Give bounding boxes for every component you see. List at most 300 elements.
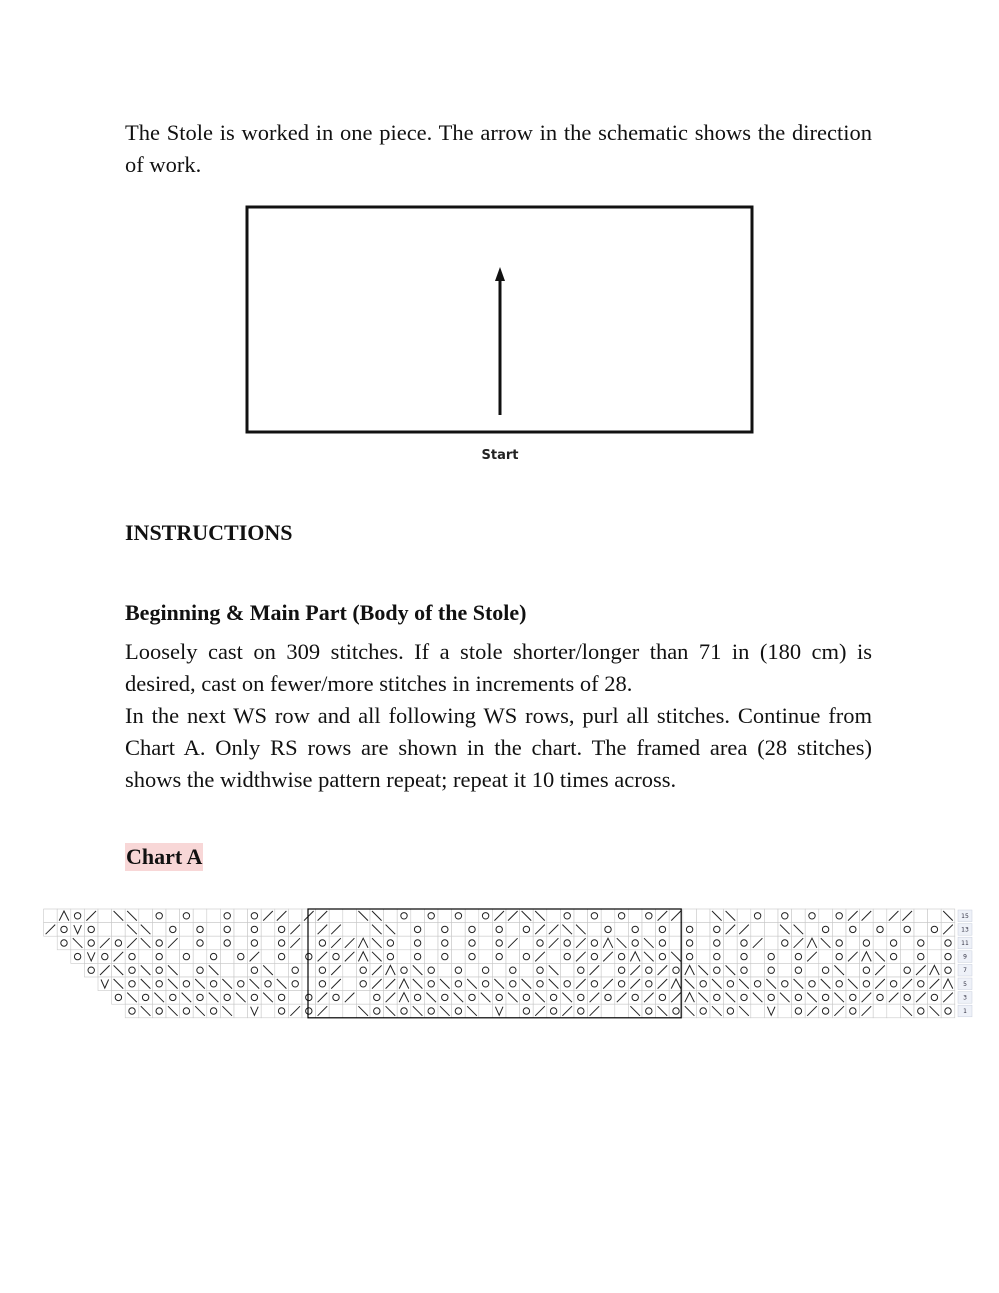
chart-cell bbox=[805, 963, 819, 977]
chart-cell bbox=[193, 909, 207, 923]
chart-cell bbox=[778, 909, 792, 923]
chart-cell bbox=[288, 950, 302, 964]
chart-cell bbox=[887, 936, 901, 950]
chart-cell bbox=[737, 909, 751, 923]
chart-cell bbox=[329, 909, 343, 923]
chart-cell bbox=[628, 909, 642, 923]
chart-cell bbox=[520, 950, 534, 964]
chart-cell bbox=[764, 950, 778, 964]
chart-cell bbox=[356, 963, 370, 977]
chart-cell bbox=[207, 950, 221, 964]
chart-cell bbox=[166, 991, 180, 1005]
chart-cell bbox=[356, 991, 370, 1005]
chart-cell bbox=[819, 963, 833, 977]
chart-cell bbox=[139, 991, 153, 1005]
chart-cell bbox=[343, 977, 357, 991]
chart-cell bbox=[792, 991, 806, 1005]
chart-cell bbox=[207, 1004, 221, 1018]
chart-cell bbox=[900, 950, 914, 964]
chart-cell bbox=[914, 936, 928, 950]
chart-cell bbox=[411, 991, 425, 1005]
chart-cell bbox=[588, 977, 602, 991]
chart-cell bbox=[275, 950, 289, 964]
chart-cell bbox=[928, 950, 942, 964]
chart-cell bbox=[520, 991, 534, 1005]
chart-cell bbox=[220, 950, 234, 964]
chart-cell bbox=[180, 977, 194, 991]
chart-cell bbox=[71, 909, 85, 923]
chart-cell bbox=[356, 977, 370, 991]
chart-cell bbox=[125, 1004, 139, 1018]
chart-cell bbox=[479, 909, 493, 923]
chart-cell bbox=[465, 991, 479, 1005]
chart-cell bbox=[764, 936, 778, 950]
row-number: 15 bbox=[961, 912, 969, 920]
chart-row bbox=[98, 977, 955, 991]
chart-cell bbox=[601, 991, 615, 1005]
chart-cell bbox=[887, 963, 901, 977]
chart-cell bbox=[438, 950, 452, 964]
chart-cell bbox=[615, 977, 629, 991]
chart-cell bbox=[601, 923, 615, 937]
chart-cell bbox=[520, 936, 534, 950]
chart-cell bbox=[710, 923, 724, 937]
chart-cell bbox=[628, 923, 642, 937]
chart-cell bbox=[887, 977, 901, 991]
chart-cell bbox=[275, 936, 289, 950]
chart-cell bbox=[560, 950, 574, 964]
chart-cell bbox=[424, 963, 438, 977]
chart-cell bbox=[98, 950, 112, 964]
chart-cell bbox=[710, 936, 724, 950]
chart-cell bbox=[615, 923, 629, 937]
chart-cell bbox=[560, 909, 574, 923]
chart-cell bbox=[724, 977, 738, 991]
chart-cell bbox=[492, 923, 506, 937]
chart-cell bbox=[234, 936, 248, 950]
chart-row bbox=[44, 909, 955, 923]
chart-cell bbox=[547, 991, 561, 1005]
chart-cell bbox=[941, 936, 955, 950]
chart-cell bbox=[234, 923, 248, 937]
chart-cell bbox=[125, 963, 139, 977]
chart-cell bbox=[860, 936, 874, 950]
chart-cell bbox=[438, 909, 452, 923]
chart-cell bbox=[724, 950, 738, 964]
chart-cell bbox=[452, 936, 466, 950]
row-number: 3 bbox=[963, 994, 967, 1002]
chart-cell bbox=[248, 991, 262, 1005]
chart-cell bbox=[384, 950, 398, 964]
chart-cell bbox=[302, 950, 316, 964]
chart-cell bbox=[166, 909, 180, 923]
chart-cell bbox=[710, 991, 724, 1005]
chart-cell bbox=[764, 991, 778, 1005]
chart-cell bbox=[560, 963, 574, 977]
chart-cell bbox=[547, 1004, 561, 1018]
ws-rows-paragraph: In the next WS row and all following WS rows, purl all stitches. Continue from Chart A. Only RS rows are shown in the chart. The framed area (28 stitches) shows the widthwise pattern repeat; repeat it 10 times across. bbox=[125, 703, 872, 792]
chart-cell bbox=[628, 936, 642, 950]
chart-cell bbox=[343, 909, 357, 923]
chart-cell bbox=[683, 950, 697, 964]
chart-cell bbox=[343, 923, 357, 937]
chart-cell bbox=[492, 950, 506, 964]
chart-cell bbox=[479, 936, 493, 950]
chart-cell bbox=[928, 909, 942, 923]
chart-cell bbox=[873, 991, 887, 1005]
chart-cell bbox=[574, 1004, 588, 1018]
chart-cell bbox=[411, 923, 425, 937]
chart-cell bbox=[220, 936, 234, 950]
chart-cell bbox=[506, 963, 520, 977]
chart-cell bbox=[288, 977, 302, 991]
intro-paragraph: The Stole is worked in one piece. The arrow in the schematic shows the direction of work. bbox=[125, 120, 872, 177]
chart-cell bbox=[302, 963, 316, 977]
chart-cell bbox=[819, 923, 833, 937]
chart-cell bbox=[860, 977, 874, 991]
chart-cell bbox=[370, 991, 384, 1005]
chart-cell bbox=[248, 909, 262, 923]
chart-cell bbox=[152, 936, 166, 950]
chart-cell bbox=[533, 977, 547, 991]
chart-cell bbox=[846, 963, 860, 977]
chart-cell bbox=[737, 950, 751, 964]
chart-cell bbox=[397, 1004, 411, 1018]
chart-cell bbox=[465, 963, 479, 977]
chart-cell bbox=[424, 909, 438, 923]
chart-cell bbox=[193, 950, 207, 964]
chart-row bbox=[57, 936, 955, 950]
chart-cell bbox=[751, 923, 765, 937]
chart-cell bbox=[207, 923, 221, 937]
chart-cell bbox=[139, 950, 153, 964]
chart-cell bbox=[846, 923, 860, 937]
chart-cell bbox=[152, 977, 166, 991]
chart-cell bbox=[180, 963, 194, 977]
chart-cell bbox=[656, 923, 670, 937]
chart-cell bbox=[479, 923, 493, 937]
chart-cell bbox=[941, 950, 955, 964]
chart-cell bbox=[479, 977, 493, 991]
chart-cell bbox=[601, 1004, 615, 1018]
chart-cell bbox=[914, 977, 928, 991]
chart-cell bbox=[112, 991, 126, 1005]
chart-cell bbox=[724, 1004, 738, 1018]
chart-cell bbox=[261, 923, 275, 937]
chart-cell bbox=[193, 923, 207, 937]
chart-cell bbox=[778, 1004, 792, 1018]
chart-cell bbox=[873, 936, 887, 950]
chart-cell bbox=[329, 991, 343, 1005]
chart-cell bbox=[520, 963, 534, 977]
chart-cell bbox=[465, 909, 479, 923]
chart-cell bbox=[193, 991, 207, 1005]
chart-cell bbox=[588, 936, 602, 950]
chart-cell bbox=[792, 963, 806, 977]
chart-cell bbox=[737, 936, 751, 950]
chart-cell bbox=[207, 936, 221, 950]
chart-cell bbox=[615, 1004, 629, 1018]
chart-cell bbox=[506, 950, 520, 964]
chart-cell bbox=[316, 936, 330, 950]
chart-cell bbox=[533, 936, 547, 950]
chart-cell bbox=[656, 950, 670, 964]
chart-cell bbox=[778, 936, 792, 950]
chart-cell bbox=[438, 936, 452, 950]
chart-cell bbox=[900, 923, 914, 937]
chart-cell bbox=[832, 950, 846, 964]
chart-cell bbox=[125, 950, 139, 964]
chart-cell bbox=[873, 909, 887, 923]
chart-cell bbox=[928, 991, 942, 1005]
chart-cell bbox=[356, 923, 370, 937]
chart-cell bbox=[452, 963, 466, 977]
chart-cell bbox=[424, 923, 438, 937]
chart-cell bbox=[642, 909, 656, 923]
chart-cell bbox=[887, 1004, 901, 1018]
chart-row bbox=[71, 950, 955, 964]
chart-cell bbox=[832, 909, 846, 923]
chart-cell bbox=[778, 950, 792, 964]
chart-cell bbox=[125, 977, 139, 991]
section-heading: Beginning & Main Part (Body of the Stole) bbox=[125, 600, 527, 625]
chart-cell bbox=[860, 923, 874, 937]
chart-cell bbox=[914, 950, 928, 964]
chart-cell bbox=[846, 1004, 860, 1018]
chart-cell bbox=[574, 909, 588, 923]
start-label: Start bbox=[481, 448, 519, 463]
chart-cell bbox=[751, 963, 765, 977]
row-number: 5 bbox=[963, 980, 967, 988]
chart-cell bbox=[98, 923, 112, 937]
chart-cell bbox=[683, 936, 697, 950]
chart-cell bbox=[574, 991, 588, 1005]
chart-cell bbox=[805, 923, 819, 937]
chart-cell bbox=[329, 1004, 343, 1018]
chart-cell bbox=[547, 909, 561, 923]
chart-cell bbox=[302, 923, 316, 937]
chart-cell bbox=[819, 991, 833, 1005]
chart-cell bbox=[152, 1004, 166, 1018]
chart-cell bbox=[819, 909, 833, 923]
chart-cell bbox=[601, 909, 615, 923]
chart-row bbox=[84, 963, 954, 977]
chart-cell bbox=[724, 936, 738, 950]
chart-cell bbox=[166, 923, 180, 937]
stole-schematic bbox=[245, 205, 755, 467]
chart-cell bbox=[112, 923, 126, 937]
chart-cell bbox=[479, 950, 493, 964]
chart-a-heading: Chart A bbox=[126, 844, 203, 869]
chart-cell bbox=[737, 991, 751, 1005]
chart-cell bbox=[832, 923, 846, 937]
chart-cell bbox=[615, 909, 629, 923]
chart-cell bbox=[261, 1004, 275, 1018]
row-number: 7 bbox=[963, 967, 967, 975]
chart-cell bbox=[180, 1004, 194, 1018]
chart-cell bbox=[220, 963, 234, 977]
row-number: 13 bbox=[961, 926, 969, 934]
chart-cell bbox=[941, 1004, 955, 1018]
chart-cell bbox=[751, 977, 765, 991]
chart-cell bbox=[683, 909, 697, 923]
chart-cell bbox=[411, 950, 425, 964]
chart-cell bbox=[615, 963, 629, 977]
chart-cell bbox=[288, 991, 302, 1005]
chart-cell bbox=[764, 923, 778, 937]
chart-row bbox=[125, 1004, 955, 1018]
chart-cell bbox=[316, 977, 330, 991]
chart-cell bbox=[288, 909, 302, 923]
chart-cell bbox=[506, 977, 520, 991]
chart-cell bbox=[914, 923, 928, 937]
chart-cell bbox=[261, 950, 275, 964]
chart-cell bbox=[479, 1004, 493, 1018]
row-number: 11 bbox=[961, 940, 969, 947]
chart-cell bbox=[696, 977, 710, 991]
chart-cell bbox=[139, 909, 153, 923]
chart-cell bbox=[792, 909, 806, 923]
chart-cell bbox=[656, 991, 670, 1005]
chart-cell bbox=[57, 923, 71, 937]
chart-cell bbox=[696, 936, 710, 950]
chart-cell bbox=[234, 909, 248, 923]
chart-cell bbox=[193, 963, 207, 977]
chart-cell bbox=[397, 950, 411, 964]
chart-cell bbox=[452, 977, 466, 991]
chart-cell bbox=[601, 963, 615, 977]
chart-cell bbox=[193, 936, 207, 950]
chart-cell bbox=[574, 963, 588, 977]
chart-cell bbox=[438, 963, 452, 977]
chart-cell bbox=[234, 977, 248, 991]
chart-cell bbox=[642, 923, 656, 937]
chart-cell bbox=[98, 909, 112, 923]
chart-cell bbox=[248, 923, 262, 937]
chart-cell bbox=[424, 950, 438, 964]
chart-cell bbox=[275, 923, 289, 937]
chart-cell bbox=[465, 936, 479, 950]
chart-cell bbox=[329, 950, 343, 964]
chart-cell bbox=[180, 909, 194, 923]
chart-cell bbox=[588, 909, 602, 923]
chart-cell bbox=[900, 991, 914, 1005]
chart-cell bbox=[792, 950, 806, 964]
chart-cell bbox=[588, 950, 602, 964]
chart-cell bbox=[84, 963, 98, 977]
chart-cell bbox=[452, 923, 466, 937]
chart-cell bbox=[343, 963, 357, 977]
chart-cell bbox=[397, 963, 411, 977]
chart-cell bbox=[819, 1004, 833, 1018]
chart-cell bbox=[316, 963, 330, 977]
chart-cell bbox=[751, 1004, 765, 1018]
chart-cell bbox=[506, 1004, 520, 1018]
chart-cell bbox=[397, 909, 411, 923]
chart-cell bbox=[180, 950, 194, 964]
chart-cell bbox=[492, 936, 506, 950]
chart-row bbox=[44, 923, 955, 937]
chart-cell bbox=[560, 977, 574, 991]
chart-cell bbox=[642, 1004, 656, 1018]
chart-cell bbox=[792, 1004, 806, 1018]
chart-cell bbox=[846, 991, 860, 1005]
chart-cell bbox=[928, 936, 942, 950]
chart-cell bbox=[492, 991, 506, 1005]
chart-cell bbox=[275, 1004, 289, 1018]
chart-cell bbox=[533, 963, 547, 977]
chart-cell bbox=[438, 923, 452, 937]
chart-cell bbox=[152, 950, 166, 964]
chart-cell bbox=[506, 923, 520, 937]
cast-on-paragraph: Loosely cast on 309 stitches. If a stole shorter/longer than 71 in (180 cm) is desired, cast on fewer/more stitches in increments of 28. bbox=[125, 639, 872, 696]
row-number: 9 bbox=[963, 953, 967, 961]
chart-cell bbox=[411, 936, 425, 950]
chart-cell bbox=[805, 977, 819, 991]
chart-cell bbox=[696, 950, 710, 964]
chart-cell bbox=[112, 936, 126, 950]
chart-cell bbox=[642, 977, 656, 991]
chart-cell bbox=[424, 936, 438, 950]
chart-cell bbox=[438, 991, 452, 1005]
chart-cell bbox=[914, 1004, 928, 1018]
chart-cell bbox=[941, 963, 955, 977]
chart-cell bbox=[642, 963, 656, 977]
chart-cell bbox=[805, 909, 819, 923]
chart-cell bbox=[900, 936, 914, 950]
chart-cell bbox=[411, 909, 425, 923]
chart-cell bbox=[234, 963, 248, 977]
chart-cell bbox=[928, 923, 942, 937]
chart-cell bbox=[261, 936, 275, 950]
chart-cell bbox=[261, 977, 275, 991]
chart-cell bbox=[710, 963, 724, 977]
chart-cell bbox=[696, 1004, 710, 1018]
chart-cell bbox=[343, 1004, 357, 1018]
chart-cell bbox=[560, 936, 574, 950]
chart-cell bbox=[152, 963, 166, 977]
chart-cell bbox=[751, 909, 765, 923]
chart-cell bbox=[832, 936, 846, 950]
chart-cell bbox=[397, 923, 411, 937]
chart-cell bbox=[683, 923, 697, 937]
chart-cell bbox=[887, 923, 901, 937]
chart-cell bbox=[234, 950, 248, 964]
chart-cell bbox=[520, 1004, 534, 1018]
chart-cell bbox=[248, 936, 262, 950]
chart-a-grid bbox=[30, 905, 975, 1023]
chart-cell bbox=[846, 936, 860, 950]
chart-cell bbox=[737, 963, 751, 977]
chart-cell bbox=[370, 1004, 384, 1018]
chart-cell bbox=[302, 936, 316, 950]
chart-cell bbox=[302, 991, 316, 1005]
chart-cell bbox=[207, 909, 221, 923]
direction-arrow-icon bbox=[495, 267, 505, 281]
chart-cell bbox=[166, 950, 180, 964]
chart-cell bbox=[57, 936, 71, 950]
chart-cell bbox=[764, 909, 778, 923]
chart-cell bbox=[275, 963, 289, 977]
chart-cell bbox=[152, 909, 166, 923]
chart-cell bbox=[248, 963, 262, 977]
chart-cell bbox=[900, 963, 914, 977]
chart-cell bbox=[302, 1004, 316, 1018]
chart-cell bbox=[302, 977, 316, 991]
chart-cell bbox=[465, 950, 479, 964]
chart-cell bbox=[452, 909, 466, 923]
chart-cell bbox=[764, 963, 778, 977]
